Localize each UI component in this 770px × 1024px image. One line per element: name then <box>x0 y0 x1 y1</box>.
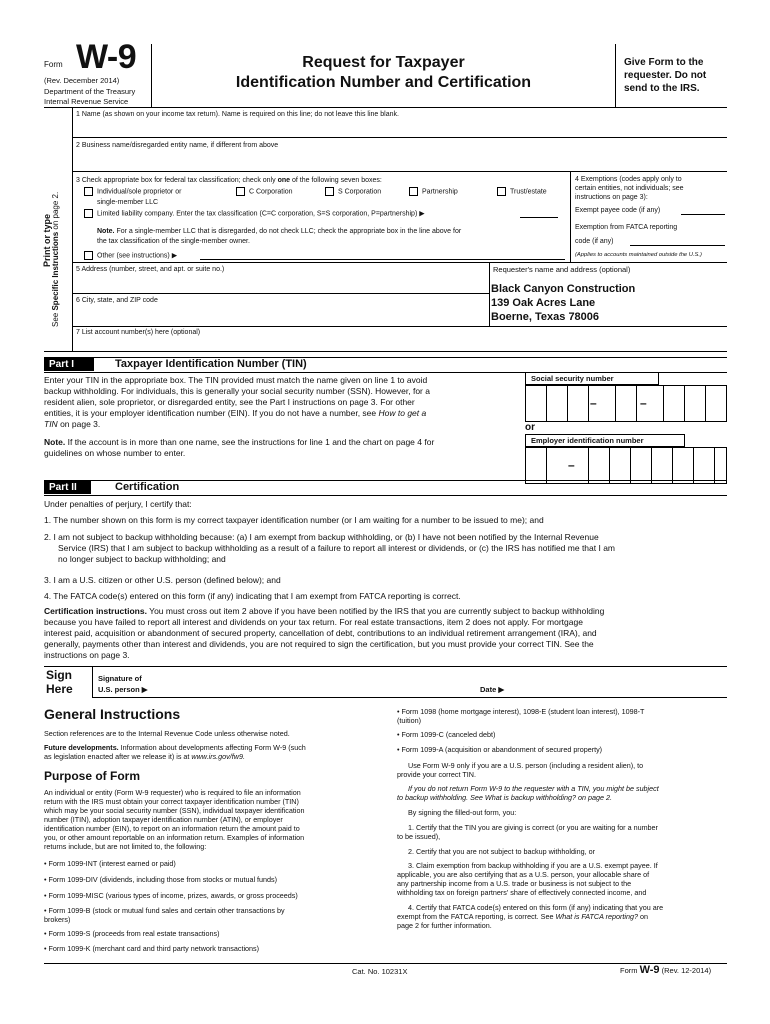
part2-badge: Part II <box>44 481 91 494</box>
other-checkbox[interactable] <box>84 251 93 260</box>
signature-label-2: U.S. person ▶ <box>98 685 148 694</box>
general-p1: Section references are to the Internal Revenue Code unless otherwise noted. <box>44 729 290 738</box>
purpose-line3: which may be your social security number (SSN), individual taxpayer identification <box>44 806 305 815</box>
general-instructions-title: General Instructions <box>44 706 181 722</box>
llc-checkbox[interactable] <box>84 209 93 218</box>
irs-label: Internal Revenue Service <box>44 97 129 106</box>
cert-item2-line1: 2. I am not subject to backup withholding because: (a) I am exempt from backup withholding, or (b) I have not been notified by the Internal Revenue <box>44 532 599 542</box>
exemptions-label3: instructions on page 3): <box>575 194 648 201</box>
tin-text-line2: backup withholding. For individuals, this is generally your social security number (SSN). However, for a <box>44 386 430 396</box>
form-number: W-9 <box>76 38 137 76</box>
bullet-1099-a: • Form 1099-A (acquisition or abandonment of secured property) <box>397 745 602 755</box>
ssn-dash-1: – <box>590 396 597 410</box>
or-label: or <box>525 422 535 433</box>
give-form-line3: send to the IRS. <box>624 83 700 94</box>
cert-instructions-line3: interest paid, acquisition or abandonment of secured property, cancellation of debt, contributions to an individual retirement arrangement (IRA), and <box>44 628 597 638</box>
if-not-line1: If you do not return Form W-9 to the requester with a TIN, you might be subject <box>408 784 659 793</box>
cert-item2-line2: Service (IRS) that I am subject to backup withholding as a result of a failure to report all interest or dividends, or (c) the IRS has notified me that I am <box>58 543 616 553</box>
print-or-type-label: Print or type <box>42 213 52 267</box>
bullet-1098-line2: (tuition) <box>397 716 421 725</box>
bullet-1099-int: • Form 1099-INT (interest earned or paid) <box>44 859 176 869</box>
give-form-line2: requester. Do not <box>624 70 707 81</box>
tin-text-line1: Enter your TIN in the appropriate box. The TIN provided must match the name given on line 1 to avoid <box>44 375 428 385</box>
certify-3-line3: any partnership income from a U.S. trade or business is not subject to the <box>397 879 632 888</box>
cert-item4: 4. The FATCA code(s) entered on this form (if any) indicating that I am exempt from FATCA reporting is correct. <box>44 591 461 601</box>
certify-4-line2: exempt from the FATCA reporting, is correct. See What is FATCA reporting? on <box>397 912 648 921</box>
future-dev-line1: Future developments. Information about developments affecting Form W-9 (such <box>44 743 306 752</box>
part1-title: Taxpayer Identification Number (TIN) <box>115 358 307 370</box>
purpose-title: Purpose of Form <box>44 769 141 783</box>
tin-text-line3: resident alien, sole proprietor, or disregarded entity, see the Part I instructions on page 3. For other <box>44 397 415 407</box>
checkbox-partnership[interactable]: Partnership <box>409 187 458 196</box>
tin-text-line4: entities, it is your employer identification number (EIN). If you do not have a number, see How to get a <box>44 408 427 418</box>
account-numbers-field[interactable] <box>76 338 726 350</box>
cert-instructions-line5: instructions on page 3. <box>44 650 130 660</box>
if-not-line2: to backup withholding. See What is backup withholding? on page 2. <box>397 793 612 802</box>
s-corp-checkbox[interactable] <box>325 187 334 196</box>
bullet-1098-line1: • Form 1098 (home mortgage interest), 1098-E (student loan interest), 1098-T <box>397 707 644 717</box>
fatca-label2: code (if any) <box>575 238 614 245</box>
here-label: Here <box>46 682 73 696</box>
use-form-line2: provide your correct TIN. <box>397 770 476 779</box>
side-instructions-label: See Specific Instructions on page 2. <box>51 191 60 327</box>
bullet-1099-c: • Form 1099-C (canceled debt) <box>397 730 495 740</box>
tin-note-line1: Note. If the account is in more than one name, see the instructions for line 1 and the chart on page 4 for <box>44 437 435 447</box>
c-corp-checkbox[interactable] <box>236 187 245 196</box>
cert-instructions-line4: generally, payments other than interest and dividends, you are not required to sign the certification, but you must provide your correct TIN. See the <box>44 639 594 649</box>
line2-label: 2 Business name/disregarded entity name, if different from above <box>76 142 279 149</box>
requester-label: Requester's name and address (optional) <box>493 265 631 274</box>
bullet-1099-div: • Form 1099-DIV (dividends, including those from stocks or mutual funds) <box>44 875 277 885</box>
signature-label-1: Signature of <box>98 674 142 683</box>
certify-1-line1: 1. Certify that the TIN you are giving is correct (or you are waiting for a number <box>408 823 658 832</box>
tin-note-line2: guidelines on whose number to enter. <box>44 448 186 458</box>
certify-3-line1: 3. Claim exemption from backup withholding if you are a U.S. exempt payee. If <box>408 861 658 870</box>
exempt-payee-field[interactable] <box>681 204 725 215</box>
purpose-line4: number (ITIN), adoption taxpayer identification number (ATIN), or employer <box>44 815 283 824</box>
other-field[interactable] <box>200 259 565 260</box>
purpose-line2: return with the IRS must obtain your correct taxpayer identification number (TIN) <box>44 797 299 806</box>
ssn-label: Social security number <box>525 372 659 385</box>
purpose-line1: An individual or entity (Form W-9 requester) who is required to file an information <box>44 788 301 797</box>
fatca-applies-note: (Applies to accounts maintained outside the U.S.) <box>575 252 702 258</box>
certify-4-line1: 4. Certify that FATCA code(s) entered on this form (if any) indicating that you are <box>408 903 664 912</box>
line7-label: 7 List account number(s) here (optional) <box>76 329 201 336</box>
line1-label: 1 Name (as shown on your income tax return). Name is required on this line; do not leave this line blank. <box>76 111 399 118</box>
checkbox-individual[interactable]: Individual/sole proprietor or <box>84 187 181 196</box>
certify-4-line3: page 2 for further information. <box>397 921 492 930</box>
checkbox-c-corporation[interactable]: C Corporation <box>236 187 293 196</box>
ssn-input[interactable] <box>525 385 727 422</box>
partnership-checkbox[interactable] <box>409 187 418 196</box>
certify-3-line4: withholding tax on foreign partners' share of effectively connected income, and <box>397 888 647 897</box>
purpose-line7: returns include, but are not limited to, the following: <box>44 842 207 851</box>
ein-label: Employer identification number <box>525 434 685 447</box>
llc-note-line2: the tax classification of the single-member owner. <box>97 238 250 245</box>
form-title-line2: Identification Number and Certification <box>235 74 532 91</box>
part1-badge: Part I <box>44 358 94 371</box>
checkbox-llc[interactable]: Limited liability company. Enter the tax classification (C=C corporation, S=S corporation, P=partnership) ▶ <box>84 209 425 218</box>
exemptions-label1: 4 Exemptions (codes apply only to <box>575 176 682 183</box>
cert-item1: 1. The number shown on this form is my correct taxpayer identification number (or I am waiting for a number to be issued to me); and <box>44 515 544 525</box>
requester-street[interactable]: 139 Oak Acres Lane <box>491 297 596 309</box>
certify-2: 2. Certify that you are not subject to backup withholding, or <box>408 847 595 856</box>
business-name-field[interactable] <box>76 151 726 169</box>
exempt-payee-label: Exempt payee code (if any) <box>575 207 661 214</box>
date-label: Date ▶ <box>480 685 505 694</box>
form-title-line1: Request for Taxpayer <box>302 54 465 71</box>
checkbox-s-corporation[interactable]: S Corporation <box>325 187 381 196</box>
treasury-dept: Department of the Treasury <box>44 87 136 96</box>
date-field[interactable] <box>512 678 726 696</box>
requester-city[interactable]: Boerne, Texas 78006 <box>491 311 600 323</box>
llc-classification-field[interactable] <box>520 208 558 218</box>
future-dev-line2: as legislation enacted after we release it) is at www.irs.gov/fw9. <box>44 752 245 761</box>
cert-instructions-line1: Certification instructions. You must cross out item 2 above if you have been notified by the IRS that you are currently subject to backup withholding <box>44 606 605 616</box>
checkbox-other[interactable]: Other (see instructions) ▶ <box>84 251 177 260</box>
ein-dash: – <box>568 458 575 472</box>
name-field[interactable] <box>76 120 726 136</box>
bullet-1099-b-line1: • Form 1099-B (stock or mutual fund sales and certain other transactions by <box>44 906 285 916</box>
bullet-1099-misc: • Form 1099-MISC (various types of income, prizes, awards, or gross proceeds) <box>44 891 298 901</box>
checkbox-trust-estate[interactable]: Trust/estate <box>497 187 547 196</box>
line6-label: 6 City, state, and ZIP code <box>76 297 158 304</box>
purpose-line5: identification number (EIN), to report on an information return the amount paid to <box>44 824 300 833</box>
address-field[interactable] <box>76 275 486 291</box>
certify-1-line2: to be issued), <box>397 832 441 841</box>
signature-field[interactable] <box>160 668 475 696</box>
sign-label: Sign <box>46 668 72 682</box>
form-word: Form <box>44 60 63 69</box>
trust-checkbox[interactable] <box>497 187 506 196</box>
ssn-dash-2: – <box>640 396 647 410</box>
part2-title: Certification <box>115 481 180 493</box>
give-form-line1: Give Form to the <box>624 57 704 68</box>
llc-note-line1: Note. For a single-member LLC that is disregarded, do not check LLC; check the appropriate box in the line above for <box>97 228 462 235</box>
bullet-1099-b-line2: brokers) <box>44 915 71 924</box>
fatca-code-field[interactable] <box>630 235 725 246</box>
ein-input[interactable] <box>525 447 727 484</box>
cert-intro: Under penalties of perjury, I certify that: <box>44 499 192 509</box>
bullet-1099-k: • Form 1099-K (merchant card and third party network transactions) <box>44 944 259 954</box>
cat-number: Cat. No. 10231X <box>352 967 408 976</box>
bullet-1099-s: • Form 1099-S (proceeds from real estate transactions) <box>44 929 220 939</box>
tin-text-line5: TIN on page 3. <box>44 419 101 429</box>
cert-instructions-line2: because you have failed to report all interest and dividends on your tax return. For real estate transactions, item 2 does not apply. For mortgage <box>44 617 583 627</box>
by-signing: By signing the filled-out form, you: <box>408 808 517 817</box>
form-revision: (Rev. December 2014) <box>44 76 120 85</box>
requester-name[interactable]: Black Canyon Construction <box>491 283 636 295</box>
individual-checkbox[interactable] <box>84 187 93 196</box>
footer-form: Form W-9 (Rev. 12-2014) <box>620 964 712 976</box>
cert-item3: 3. I am a U.S. citizen or other U.S. person (defined below); and <box>44 575 281 585</box>
city-state-zip-field[interactable] <box>76 306 486 322</box>
use-form-line1: Use Form W-9 only if you are a U.S. person (including a resident alien), to <box>408 761 644 770</box>
line5-label: 5 Address (number, street, and apt. or suite no.) <box>76 266 225 273</box>
individual-label-line2: single-member LLC <box>97 199 159 206</box>
exemptions-label2: certain entities, not individuals; see <box>575 185 684 192</box>
fatca-label1: Exemption from FATCA reporting <box>575 224 678 231</box>
certify-3-line2: applicable, you are also certifying that as a U.S. person, your allocable share of <box>397 870 650 879</box>
cert-item2-line3: no longer subject to backup withholding; and <box>58 554 226 564</box>
purpose-line6: you, or other amount reportable on an information return. Examples of information <box>44 833 305 842</box>
line3-label: 3 Check appropriate box for federal tax classification; check only one of the following seven boxes: <box>76 177 382 184</box>
